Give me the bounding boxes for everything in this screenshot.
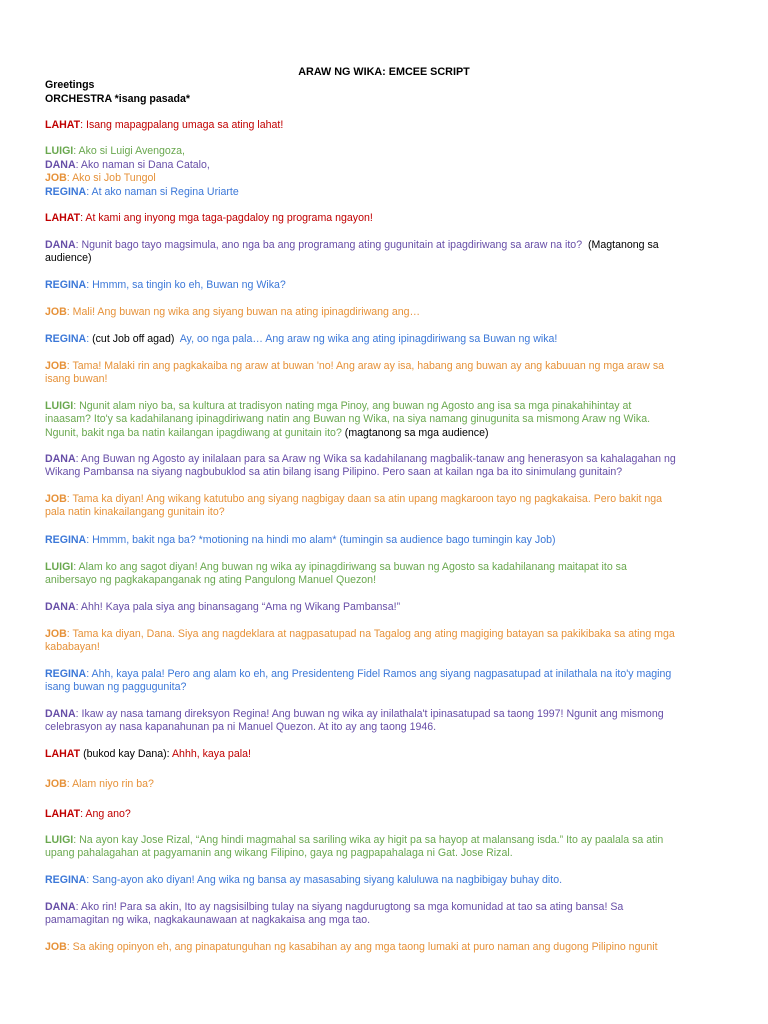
- stage-direction: (cut Job off agad): [92, 333, 175, 345]
- script-line: [45, 279, 723, 292]
- script-line: [45, 172, 723, 185]
- speaker-label: LUIGI: [45, 561, 74, 573]
- speaker-label: LUIGI: [45, 145, 74, 157]
- script-line: [45, 748, 723, 761]
- dialogue-text: : At ako naman si Regina Uriarte: [86, 186, 239, 198]
- dialogue-text: upang pahalagahan at pagyamanin ang wikang Filipino, gaya ng pagpapahalaga ni Gat. Jose Rizal.: [45, 847, 513, 860]
- script-line: [45, 601, 723, 614]
- dialogue-text: : Tama ka diyan, Dana. Siya ang nagdeklara at nagpasatupad na Tagalog ang ating magiging batayan sa pakikibaka sa ating mga: [66, 628, 675, 640]
- speaker-label: LAHAT: [45, 808, 81, 820]
- stage-direction: (Magtanong sa: [587, 239, 659, 251]
- dialogue-text: : Alam ko ang sagot diyan! Ang buwan ng wika ay ipinagdiriwang sa buwan ng Agosto sa kadahilanang maitapat ito sa: [73, 561, 627, 573]
- speaker-label: JOB: [45, 172, 67, 184]
- dialogue-text: : Isang mapagpalang umaga sa ating lahat!: [80, 119, 284, 131]
- dialogue-text: : Ang ano?: [80, 808, 131, 820]
- dialogue-text: : Ako rin! Para sa akin, Ito ay nagsisilbing tulay na siyang nagdurugtong sa mga komunidad at tao sa ating bansa! Sa: [75, 901, 624, 913]
- dialogue-text: : Ako si Job Tungol: [66, 172, 156, 184]
- dialogue-text: Ngunit, bakit nga ba natin kailangan ipagdiwang at gunitain ito?: [45, 426, 342, 439]
- script-line: [45, 145, 723, 158]
- dialogue-text: isang buwan ng paggugunita?: [45, 681, 187, 694]
- dialogue-text: : Ngunit bago tayo magsimula, ano nga ba ang programang ating gugunitain at ipagdiriwang sa araw na ito?: [75, 239, 583, 251]
- dialogue-text: kababayan!: [45, 641, 100, 654]
- script-line: [45, 493, 723, 520]
- script-line: [45, 901, 723, 928]
- script-line: [45, 941, 723, 954]
- script-line: [45, 834, 723, 861]
- dialogue-text: :: [86, 333, 90, 345]
- script-line: [45, 119, 723, 132]
- dialogue-text: : Na ayon kay Jose Rizal, “Ang hindi magmahal sa sariling wika ay higit pa sa hayop at malansang isda.” Ito ay paalala sa atin: [73, 834, 664, 846]
- dialogue-text: : Ako si Luigi Avengoza,: [73, 145, 185, 157]
- dialogue-text: Ahhh, kaya pala!: [171, 748, 251, 760]
- dialogue-text: celebrasyon ay nasa kapanahunan pa ni Manuel Quezon. At ito ay ang taong 1946.: [45, 721, 437, 734]
- speaker-label: JOB: [45, 360, 67, 372]
- dialogue-text: : Ako naman si Dana Catalo,: [75, 159, 210, 171]
- stage-direction: audience): [45, 252, 92, 265]
- speaker-label: REGINA: [45, 534, 87, 546]
- speaker-label: REGINA: [45, 186, 87, 198]
- orchestra-heading: ORCHESTRA *isang pasada*: [45, 93, 191, 105]
- speaker-label: DANA: [45, 453, 76, 465]
- script-line: [45, 186, 723, 199]
- speaker-label: LAHAT: [45, 748, 81, 760]
- stage-direction: (magtanong sa mga audience): [344, 426, 489, 439]
- speaker-label: LAHAT: [45, 212, 81, 224]
- dialogue-text: : Sang-ayon ako diyan! Ang wika ng bansa ay masasabing siyang kaluluwa na nagbibigay buhay dito.: [86, 874, 563, 886]
- dialogue-text: : Hmmm, bakit nga ba? *motioning na hindi mo alam* (tumingin sa audience bago tumingin kay Job): [86, 534, 556, 546]
- speaker-label: LUIGI: [45, 400, 74, 412]
- dialogue-text: : Ahh! Kaya pala siya ang binansagang “Ama ng Wikang Pambansa!”: [75, 601, 401, 613]
- script-line: [45, 212, 723, 225]
- speaker-label: JOB: [45, 493, 67, 505]
- dialogue-text: Wikang Pambansa na siyang nagbubuklod sa atin bilang isang Pilipino. Pero saan at kailan nga ba ito sinimulang gunitain?: [45, 466, 623, 479]
- stage-direction: (bukod kay Dana):: [83, 748, 170, 760]
- speaker-label: JOB: [45, 941, 67, 953]
- script-line: [45, 239, 723, 266]
- script-line: [45, 400, 723, 440]
- speaker-label: JOB: [45, 306, 67, 318]
- speaker-label: LUIGI: [45, 834, 74, 846]
- script-line: [45, 628, 723, 655]
- speaker-label: REGINA: [45, 279, 87, 291]
- dialogue-text: : Sa aking opinyon eh, ang pinapatunguhan ng kasabihan ay ang mga taong lumaki at puro naman ang dugong Pilipino ngunit: [66, 941, 658, 953]
- speaker-label: JOB: [45, 778, 67, 790]
- dialogue-text: inaasam? Ito'y sa kadahilanang ipinagdiriwang natin ang Buwan ng Wika, na siya namang ginugunita sa mismong Araw ng Wika.: [45, 413, 651, 426]
- script-line: [45, 778, 723, 791]
- speaker-label: REGINA: [45, 874, 87, 886]
- dialogue-text: : Ngunit alam niyo ba, sa kultura at tradisyon nating mga Pinoy, ang buwan ng Agosto ang isa sa mga pinakahihintay at: [73, 400, 632, 412]
- speaker-label: REGINA: [45, 668, 87, 680]
- dialogue-text: pamamagitan ng wika, nagkakaunawaan at nagkakaisa ang mga tao.: [45, 914, 371, 927]
- script-line: [45, 453, 723, 480]
- script-line: [45, 333, 723, 346]
- script-line: [45, 534, 723, 547]
- dialogue-text: anibersayo ng pagkakapanganak ng ating Pangulong Manuel Quezon!: [45, 574, 377, 587]
- dialogue-text: : Ahh, kaya pala! Pero ang alam ko eh, ang Presidenteng Fidel Ramos ang siyang nagpasatupad at inilathala na ito'y maging: [86, 668, 672, 680]
- dialogue-text: : Hmmm, sa tingin ko eh, Buwan ng Wika?: [86, 279, 286, 291]
- speaker-label: DANA: [45, 601, 76, 613]
- document-title: ARAW NG WIKA: EMCEE SCRIPT: [298, 66, 470, 78]
- dialogue-text: : Mali! Ang buwan ng wika ang siyang buwan na ating ipinagdiriwang ang…: [66, 306, 421, 318]
- script-line: [45, 708, 723, 735]
- speaker-label: DANA: [45, 159, 76, 171]
- dialogue-text: : Alam niyo rin ba?: [66, 778, 154, 790]
- speaker-label: DANA: [45, 708, 76, 720]
- dialogue-text: : Tama! Malaki rin ang pagkakaiba ng araw at buwan 'no! Ang araw ay isa, habang ang buwan ay ang kabuuan ng mga araw sa: [66, 360, 665, 372]
- script-line: [45, 668, 723, 695]
- greetings-heading: Greetings: [45, 79, 95, 91]
- dialogue-text: pala natin kinakailangang gunitain ito?: [45, 506, 225, 519]
- dialogue-text: isang buwan!: [45, 373, 108, 386]
- speaker-label: LAHAT: [45, 119, 81, 131]
- script-line: [45, 561, 723, 588]
- script-line: [45, 306, 723, 319]
- script-line: [45, 360, 723, 387]
- dialogue-text: : Ikaw ay nasa tamang direksyon Regina! Ang buwan ng wika ay inilathala't ipinasatupad sa taong 1997! Ngunit ang mismong: [75, 708, 664, 720]
- script-line: [45, 159, 723, 172]
- speaker-label: REGINA: [45, 333, 87, 345]
- script-line: [45, 808, 723, 821]
- speaker-label: DANA: [45, 901, 76, 913]
- script-line: [45, 874, 723, 887]
- dialogue-text: Ay, oo nga pala… Ang araw ng wika ang ating ipinagdiriwang sa Buwan ng wika!: [179, 333, 558, 345]
- speaker-label: DANA: [45, 239, 76, 251]
- dialogue-text: : Tama ka diyan! Ang wikang katutubo ang siyang nagbigay daan sa atin upang magkaroon tayo ng pagkakaisa. Pero bakit nga: [66, 493, 663, 505]
- speaker-label: JOB: [45, 628, 67, 640]
- dialogue-text: : At kami ang inyong mga taga-pagdaloy ng programa ngayon!: [80, 212, 373, 224]
- dialogue-text: : Ang Buwan ng Agosto ay inilalaan para sa Araw ng Wika sa kadahilanang magbalik-tanaw ang henerasyon sa kahalagahan ng: [75, 453, 676, 465]
